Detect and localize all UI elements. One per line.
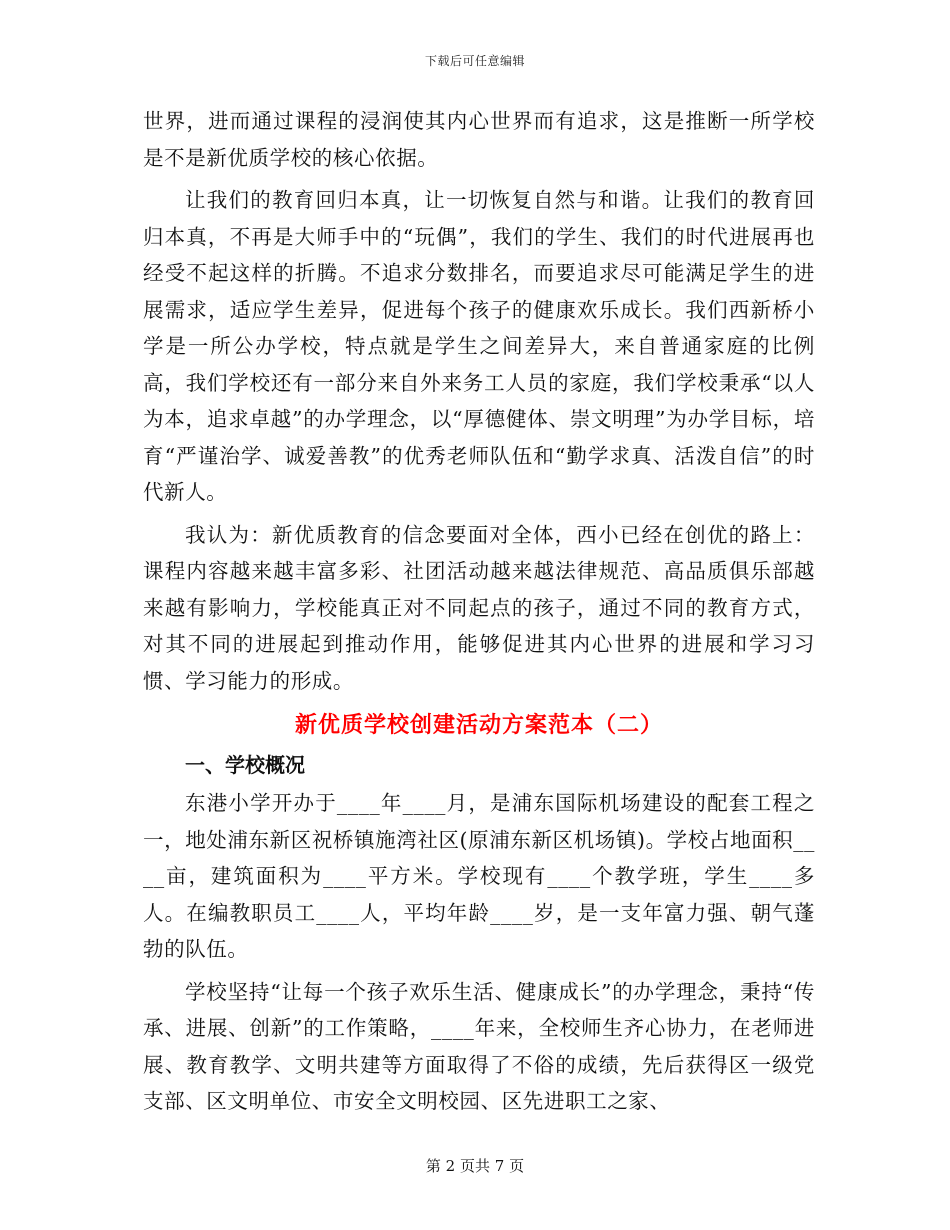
section-heading: 一、学校概况 (185, 753, 305, 777)
page-header: 下载后可任意编辑 (424, 54, 525, 68)
paragraph: 学校坚持“让每一个孩子欢乐生活、健康成长”的办学理念，秉持“传承、进展、创新”的工作策略，____年来，全校师生齐心协力，在老师进展、教育教学、文明共建等方面取得了不俗的成绩，先后获得区一级党支部、区文明单位、市安全文明校园、区先进职工之家、 (143, 979, 815, 1113)
paragraph-continued: 世界，进而通过课程的浸润使其内心世界而有追求，这是推断一所学校是不是新优质学校的核心依据。 (143, 109, 815, 170)
paragraph: 让我们的教育回归本真，让一切恢复自然与和谐。让我们的教育回归本真，不再是大师手中的“玩偶”，我们的学生、我们的时代进展再也经受不起这样的折腾。不追求分数排名，而要追求尽可能满足学生的进展需求，适应学生差异，促进每个孩子的健康欢乐成长。我们西新桥小学是一所公办学校，特点就是学生之间差异大，来自普通家庭的比例高，我们学校还有一部分来自外来务工人员的家庭，我们学校秉承“以人为本，追求卓越”的办学理念，以“厚德健体、崇文明理”为办学目标，培育“严谨治学、诚爱善教”的优秀老师队伍和“勤学求真、活泼自信”的时代新人。 (143, 188, 815, 504)
paragraph: 东港小学开办于____年____月，是浦东国际机场建设的配套工程之一，地处浦东新区祝桥镇施湾社区(原浦东新区机场镇)。学校占地面积____亩，建筑面积为____平方米。学校现有____个教学班，学生____多人。在编教职员工____人，平均年龄____岁，是一支年富力强、朝气蓬勃的队伍。 (143, 791, 815, 961)
document-title: 新优质学校创建活动方案范本（二） (294, 712, 663, 738)
paragraph: 我认为：新优质教育的信念要面对全体，西小已经在创优的路上：课程内容越来越丰富多彩、社团活动越来越法律规范、高品质俱乐部越来越有影响力，学校能真正对不同起点的孩子，通过不同的教育方式，对其不同的进展起到推动作用，能够促进其内心世界的进展和学习习惯、学习能力的形成。 (143, 522, 815, 693)
document-body (143, 103, 815, 1126)
page-footer: 第 2 页共 7 页 (425, 1157, 525, 1175)
